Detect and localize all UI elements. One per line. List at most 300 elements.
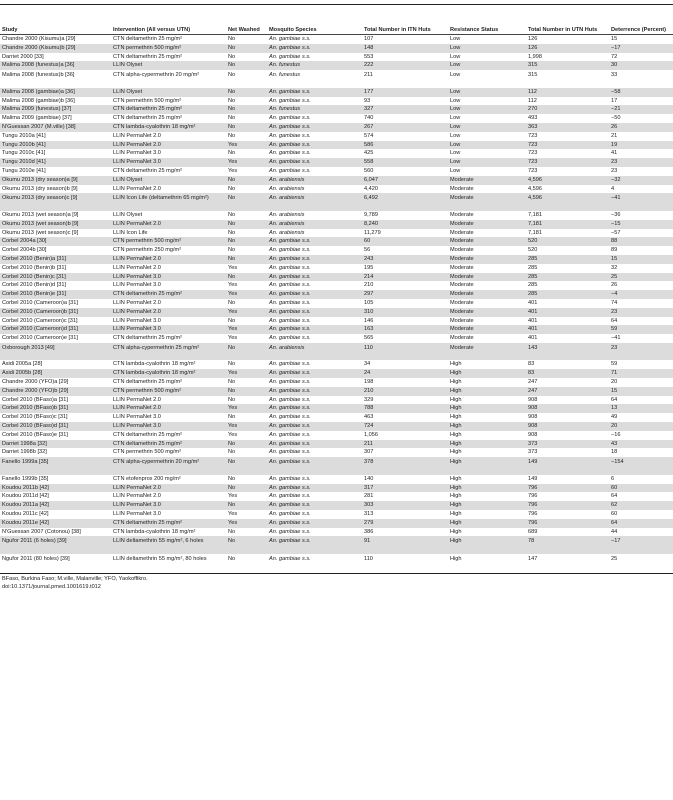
cell-net-washed: No [228,132,236,139]
cell-net-washed: No [226,237,267,246]
cell-deterrence: 6 [611,475,615,482]
cell-species: An. gambiae s.s. [269,264,311,271]
cell-net-washed: No [228,36,236,42]
cell-deterrence: −15 [609,220,673,229]
cell-deterrence: 72 [611,53,618,60]
cell-resistance: Moderate [450,247,474,254]
cell-resistance: High [448,369,526,378]
table-row [0,220,673,229]
cell-resistance: Low [448,105,526,114]
cell-itn-total: 425 [364,150,374,157]
cell-resistance: High [450,475,462,482]
cell-resistance: High [450,431,462,438]
table-bottom-rule [0,573,673,574]
table-row [0,422,673,431]
cell-study: Corbel 2010 (Benin)b [31] [2,264,67,271]
cell-net-washed: No [228,449,236,456]
cell-species: An. gambiae s.s. [267,501,362,510]
cell-deterrence: −16 [611,431,621,438]
cell-deterrence: 49 [611,414,618,421]
cell-species: An. gambiae s.s. [269,449,311,456]
cell-resistance: Low [448,141,526,150]
table-row [0,229,673,238]
cell-deterrence: 33 [611,72,618,79]
cell-itn-total: 11,279 [364,229,381,236]
cell-net-washed: No [228,299,236,306]
cell-net-washed: No [226,501,267,510]
table-row [0,308,673,317]
cell-species: An. gambiae s.s. [269,431,311,438]
cell-study: Darriet 1998b [32] [2,449,47,456]
cell-deterrence: −17 [609,536,673,554]
cell-itn-total: 788 [362,404,448,413]
cell-resistance: High [448,440,526,449]
cell-utn-total: 373 [526,440,609,449]
cell-species: An. gambiae s.s. [267,44,362,53]
cell-study: Malima 2008 (funestus)a [36] [0,61,111,70]
cell-intervention: LLIN deltamethrin 55 mg/m², 6 holes [111,536,226,554]
cell-deterrence: −21 [609,105,673,114]
cell-net-washed: No [228,53,236,60]
table-row [0,88,673,97]
cell-study: Malima 2009 (gambiae) [37] [2,115,72,122]
cell-resistance: Low [450,36,461,42]
cell-net-washed: No [228,556,236,563]
cell-deterrence: 59 [609,325,673,334]
cell-species: An. gambiae s.s. [267,536,362,554]
cell-net-washed: No [228,317,236,324]
cell-utn-total: 126 [526,44,609,53]
cell-net-washed: No [226,484,267,493]
cell-resistance: Moderate [448,290,526,299]
cell-deterrence: 26 [609,123,673,132]
cell-utn-total: 83 [526,369,609,378]
cell-net-washed: No [226,61,267,70]
cell-resistance: Low [448,123,526,132]
cell-resistance: High [448,536,526,554]
col-header-mosquito-species: Mosquito Species [267,5,362,35]
cell-deterrence: 60 [609,484,673,493]
cell-resistance: High [448,404,526,413]
cell-net-washed: No [228,211,236,218]
cell-study: Corbel 2010 (Cameroon)b [31] [0,308,111,317]
cell-study: Corbel 2010 (BFaso)a [31] [2,396,68,403]
cell-itn-total: 105 [364,299,374,306]
cell-deterrence: −57 [611,229,621,236]
cell-intervention: LLIN PermaNet 3.0 [113,150,161,157]
cell-itn-total: 4,420 [364,185,378,192]
cell-deterrence: 23 [611,167,618,174]
cell-intervention: LLIN deltamethrin 55 mg/m², 80 holes [113,556,207,563]
cell-study: Koudou 2011d [42] [2,493,49,500]
cell-resistance: Moderate [450,282,474,289]
cell-net-washed: Yes [228,167,238,174]
cell-deterrence: 89 [611,247,618,254]
cell-itn-total: 565 [364,335,374,342]
table-row [0,35,673,44]
cell-utn-total: 78 [526,536,609,554]
cell-net-washed: Yes [228,282,238,289]
cell-net-washed: No [226,88,267,97]
cell-study: Koudou 2011c [42] [2,511,49,518]
cell-species: An. gambiae s.s. [269,299,311,306]
cell-deterrence: −50 [611,115,621,122]
cell-study: Corbel 2010 (Cameroon)d [31] [0,325,111,334]
cell-itn-total: 177 [362,88,448,97]
cell-intervention: LLIN PermaNet 3.0 [111,158,226,167]
cell-utn-total: 112 [526,88,609,97]
table-row [0,317,673,326]
cell-study: Koudou 2011e [42] [0,519,111,528]
cell-itn-total: 279 [362,519,448,528]
cell-species: An. gambiae s.s. [267,519,362,528]
cell-resistance: High [450,511,462,518]
cell-species: An. gambiae s.s. [269,379,311,386]
cell-utn-total: 4,596 [526,193,609,211]
table-row [0,501,673,510]
cell-utn-total: 247 [526,387,609,396]
cell-net-washed: No [228,414,236,421]
cell-species: An. funestus [267,61,362,70]
cell-species: An. gambiae s.s. [269,335,311,342]
cell-utn-total: 908 [526,404,609,413]
cell-net-washed: No [228,528,236,535]
cell-utn-total: 149 [526,457,609,475]
cell-species: An. gambiae s.s. [267,273,362,282]
cell-deterrence: 23 [609,308,673,317]
cell-utn-total: 796 [526,484,609,493]
cell-resistance: Moderate [448,273,526,282]
table-row [0,440,673,449]
cell-utn-total: 1,998 [528,53,542,60]
table-row [0,448,673,457]
cell-species: An. gambiae s.s. [269,53,311,60]
table-row [0,299,673,308]
col-header-net-washed: Net Washed [226,5,267,35]
cell-utn-total: 401 [528,299,538,306]
cell-intervention: CTN deltamethrin 25 mg/m² [113,379,183,386]
cell-utn-total: 83 [528,361,535,368]
cell-utn-total: 7,181 [528,211,542,218]
cell-resistance: Moderate [448,255,526,264]
cell-study: Koudou 2011a [42] [0,501,111,510]
cell-deterrence: 64 [609,519,673,528]
cell-itn-total: 140 [364,475,374,482]
cell-resistance: Moderate [450,185,474,192]
cell-resistance: Low [448,44,526,53]
cell-deterrence: 25 [611,556,618,563]
cell-study: Okumu 2013 (dry season)b [9] [2,185,78,192]
cell-deterrence: 26 [611,282,618,289]
cell-species: An. gambiae s.s. [267,141,362,150]
cell-itn-total: 307 [364,449,374,456]
cell-itn-total: 297 [362,290,448,299]
cell-net-washed: No [226,193,267,211]
cell-itn-total: 110 [364,556,373,563]
cell-resistance: High [450,556,462,563]
table-row [0,123,673,132]
table-row [0,97,673,106]
cell-study: Corbel 2010 (Cameroon)c [31] [2,317,78,324]
cell-intervention: LLIN PermaNet 2.0 [111,220,226,229]
cell-itn-total: 93 [364,97,371,104]
cell-deterrence: 43 [609,440,673,449]
cell-intervention: CTN deltamethrin 25 mg/m² [113,53,183,60]
cell-deterrence: −32 [609,176,673,185]
cell-species: An. gambiae s.s. [267,290,362,299]
cell-intervention: CTN permethrin 500 mg/m² [111,237,226,246]
cell-utn-total: 149 [528,475,538,482]
table-row [0,246,673,255]
cell-study: Tungu 2010d [41] [0,158,111,167]
table-row [0,141,673,150]
cell-resistance: Moderate [448,325,526,334]
cell-intervention: LLIN PermaNet 3.0 [111,325,226,334]
cell-intervention: CTN deltamethrin 25 mg/m² [111,105,226,114]
cell-utn-total: 520 [526,237,609,246]
cell-intervention: CTN alpha-cypermethrin 20 mg/m² [113,72,200,79]
cell-utn-total: 493 [528,115,538,122]
table-row [0,360,673,369]
cell-net-washed: No [228,475,236,482]
table-row [0,211,673,220]
cell-utn-total: 4,596 [526,176,609,185]
cell-deterrence: −154 [609,457,673,475]
cell-study: Corbel 2010 (BFaso)b [31] [0,404,111,413]
cell-net-washed: No [228,361,236,368]
footnote-doi: doi:10.1371/journal.pmed.1001619.t012 [2,583,101,590]
col-header-resistance: Resistance Status [448,5,526,35]
table-row [0,53,673,62]
cell-study: Asidi 2005a [28] [2,361,43,368]
cell-intervention: LLIN Icon Life [113,229,148,236]
table-row [0,185,673,194]
cell-study: Tungu 2010c [41] [2,150,46,157]
cell-species: An. gambiae s.s. [267,484,362,493]
cell-itn-total: 243 [362,255,448,264]
cell-species: An. gambiae s.s. [267,88,362,97]
cell-intervention: LLIN PermaNet 2.0 [111,484,226,493]
cell-study: Corbel 2010 (Benin)c [31] [0,273,111,282]
cell-deterrence: −36 [611,211,621,218]
cell-net-washed: Yes [226,519,267,528]
cell-intervention: LLIN PermaNet 2.0 [111,404,226,413]
cell-species: An. gambiae s.s. [269,167,311,174]
cell-resistance: High [448,519,526,528]
cell-resistance: Moderate [450,229,474,236]
cell-deterrence: 32 [611,264,618,271]
cell-resistance: High [448,501,526,510]
cell-study: Chandre 2000 (Kisumu)a [29] [2,36,76,42]
cell-intervention: CTN lambda-cyalothrin 18 mg/m² [111,369,226,378]
cell-net-washed: No [228,150,236,157]
cell-deterrence: −4 [609,290,673,299]
cell-deterrence: 59 [611,361,618,368]
table-row [0,273,673,282]
cell-deterrence: 30 [609,61,673,70]
cell-species: An. gambiae s.s. [267,440,362,449]
cell-utn-total: 796 [528,511,538,518]
cell-net-washed: No [226,176,267,185]
cell-itn-total: 210 [364,282,374,289]
cell-itn-total: 553 [364,53,374,60]
cell-resistance: High [450,379,462,386]
cell-species: An. gambiae s.s. [267,255,362,264]
cell-itn-total: 24 [362,369,448,378]
cell-net-washed: Yes [226,308,267,317]
cell-intervention: LLIN PermaNet 3.0 [111,501,226,510]
cell-net-washed: Yes [226,369,267,378]
table-row [0,176,673,185]
cell-net-washed: Yes [228,511,238,518]
cell-species: An. gambiae s.s. [269,132,311,139]
table-row [0,44,673,53]
cell-species: An. gambiae s.s. [267,325,362,334]
cell-intervention: LLIN PermaNet 3.0 [111,422,226,431]
cell-resistance: Moderate [450,299,474,306]
table-row [0,378,673,387]
cell-intervention: CTN deltamethrin 25 mg/m² [113,36,183,42]
cell-itn-total: 60 [362,237,448,246]
cell-utn-total: 363 [526,123,609,132]
cell-study: Malima 2008 (funestus)b [36] [2,72,75,79]
cell-species: An. gambiae s.s. [269,361,311,368]
cell-study: Corbel 2010 (Cameroon)e [31] [2,335,78,342]
cell-species: An. gambiae s.s. [267,404,362,413]
cell-study: Malima 2008 (gambiae)a [36] [0,88,111,97]
cell-deterrence: 21 [611,132,618,139]
cell-species: An. arabiensis [267,220,362,229]
cell-utn-total: 7,181 [528,229,542,236]
cell-species: An. gambiae s.s. [269,528,311,535]
cell-deterrence: 60 [611,511,618,518]
cell-deterrence: 17 [611,97,618,104]
cell-itn-total: 148 [362,44,448,53]
cell-intervention: LLIN PermaNet 2.0 [113,132,161,139]
cell-resistance: Moderate [450,317,474,324]
cell-resistance: Low [450,97,461,104]
cell-itn-total: 163 [362,325,448,334]
col-header-study: Study [0,5,111,35]
cell-itn-total: 222 [362,61,448,70]
cell-deterrence: 15 [609,387,673,396]
table-body [0,35,673,572]
cell-itn-total: 56 [364,247,371,254]
table-row [0,193,673,211]
cell-study: Okumu 2013 (dry season)c [9] [0,193,111,211]
cell-species: An. arabiensis [267,343,362,361]
cell-deterrence: 62 [609,501,673,510]
cell-intervention: CTN deltamethrin 25 mg/m² [113,431,183,438]
cell-utn-total: 285 [526,273,609,282]
cell-study: Corbel 2010 (Cameroon)a [31] [2,299,78,306]
cell-net-washed: No [228,72,236,79]
cell-study: Corbel 2010 (Benin)a [31] [0,255,111,264]
table-row [0,536,673,554]
table-row [0,281,673,290]
cell-species: An. gambiae s.s. [269,36,311,42]
cell-utn-total: 723 [528,150,538,157]
cell-net-washed: No [226,387,267,396]
cell-intervention: CTN deltamethrin 25 mg/m² [111,440,226,449]
cell-species: An. gambiae s.s. [269,247,311,254]
table-row [0,158,673,167]
cell-itn-total: 378 [362,457,448,475]
cell-resistance: High [450,396,462,403]
table-row [0,554,673,572]
cell-species: An. arabiensis [269,185,305,192]
cell-study: Darriet 1998a [32] [0,440,111,449]
cell-net-washed: No [226,273,267,282]
cell-study: Corbel 2010 (BFaso)d [31] [0,422,111,431]
cell-study: Asidi 2005b [28] [0,369,111,378]
cell-deterrence: 64 [611,493,618,500]
cell-species: An. gambiae s.s. [269,556,311,563]
cell-intervention: CTN lambda-cyalothrin 18 mg/m² [113,361,196,368]
cell-itn-total: 34 [364,361,371,368]
cell-study: Malima 2008 (gambiae)b [36] [2,97,75,104]
cell-utn-total: 7,181 [526,220,609,229]
table-row [0,484,673,493]
cell-net-washed: Yes [226,158,267,167]
cell-utn-total: 723 [528,167,538,174]
cell-resistance: Moderate [450,264,474,271]
cell-intervention: CTN alpha-cypermethrin 20 mg/m² [111,457,226,475]
cell-intervention: LLIN PermaNet 2.0 [111,141,226,150]
table-row [0,413,673,422]
table-row [0,404,673,413]
cell-net-washed: No [226,457,267,475]
cell-utn-total: 796 [526,519,609,528]
cell-intervention: CTN permethrin 500 mg/m² [113,97,182,104]
cell-resistance: Low [450,150,461,157]
cell-resistance: Moderate [450,211,474,218]
table-row [0,105,673,114]
cell-deterrence: 20 [609,422,673,431]
cell-intervention: CTN deltamethrin 25 mg/m² [113,335,183,342]
cell-utn-total: 723 [528,132,538,139]
table-row [0,334,673,343]
cell-utn-total: 908 [526,422,609,431]
table-row [0,528,673,537]
cell-study: Tungu 2010b [41] [0,141,111,150]
cell-deterrence: 23 [609,343,673,361]
cell-net-washed: No [228,379,236,386]
cell-net-washed: No [226,123,267,132]
table-row [0,369,673,378]
cell-intervention: LLIN PermaNet 2.0 [113,493,161,500]
cell-itn-total: 329 [364,396,374,403]
cell-utn-total: 520 [528,247,538,254]
cell-utn-total: 908 [528,414,538,421]
table-row [0,431,673,440]
cell-intervention: LLIN PermaNet 3.0 [111,273,226,282]
table-row [0,290,673,299]
cell-intervention: LLIN PermaNet 3.0 [113,282,161,289]
cell-utn-total: 401 [526,325,609,334]
cell-resistance: Moderate [448,193,526,211]
cell-study: Okumu 2013 (dry season)a [9] [0,176,111,185]
cell-species: An. gambiae s.s. [269,493,311,500]
cell-utn-total: 285 [526,255,609,264]
table-row [0,325,673,334]
cell-utn-total: 373 [528,449,538,456]
table-row [0,343,673,361]
table-row [0,237,673,246]
table-row [0,396,673,405]
cell-net-washed: Yes [226,422,267,431]
cell-itn-total: 386 [364,528,374,535]
